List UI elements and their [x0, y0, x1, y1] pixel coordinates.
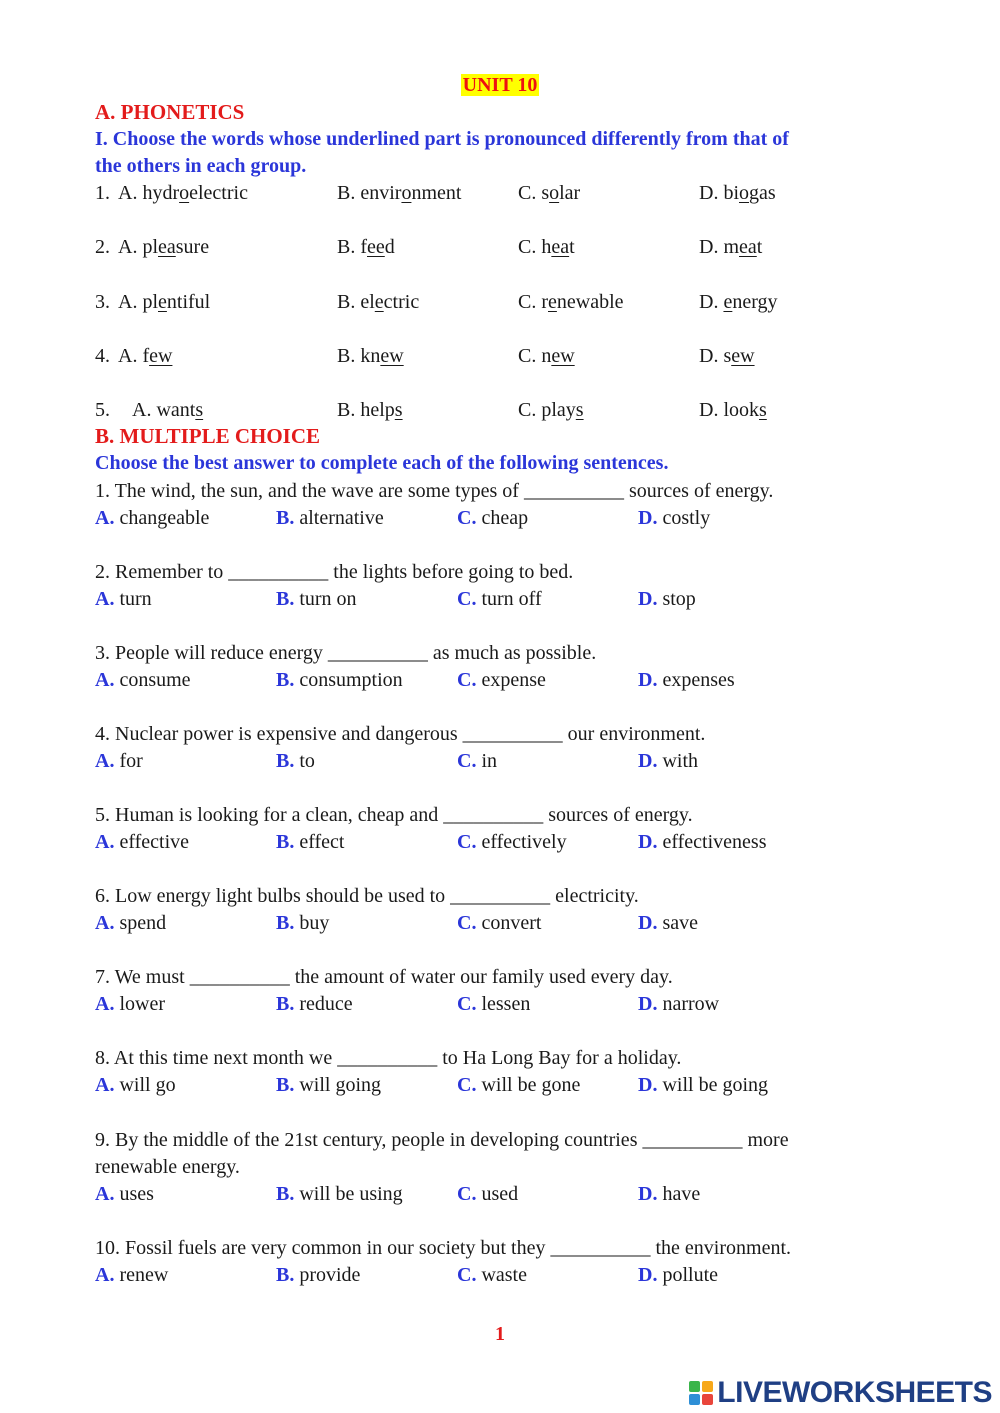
mc-option[interactable] — [457, 505, 528, 531]
mc-question-text: 9. By the middle of the 21st century, people in developing countries __________ more — [95, 1129, 789, 1151]
logo-mark-icon — [689, 1381, 713, 1405]
mc-option[interactable] — [457, 667, 546, 693]
mc-option[interactable] — [95, 667, 191, 693]
underlined-sound: s — [759, 399, 767, 421]
mc-option[interactable] — [457, 586, 542, 612]
underlined-sound: s — [195, 399, 204, 421]
mc-option-text: waste — [476, 1264, 527, 1286]
mc-option-text: provide — [294, 1264, 361, 1286]
mc-option-letter: B. — [276, 1074, 295, 1096]
mc-question-text: 2. Remember to __________ the lights before going to bed. — [95, 561, 574, 583]
phonetics-option[interactable]: C. solar — [518, 182, 581, 204]
mc-option[interactable] — [276, 748, 315, 774]
mc-option-text: renew — [114, 1264, 169, 1286]
mc-option-letter: C. — [457, 912, 477, 934]
mc-option-text: stop — [657, 588, 696, 610]
mc-option-letter: C. — [457, 669, 477, 691]
mc-option-text: expenses — [657, 669, 735, 691]
mc-option-letter: B. — [276, 750, 295, 772]
underlined-sound: ew — [149, 345, 173, 367]
mc-option-text: costly — [657, 507, 711, 529]
underlined-sound: e — [158, 291, 167, 313]
phonetics-option[interactable]: B. helps — [337, 399, 403, 421]
mc-option-letter: B. — [276, 1183, 295, 1205]
mc-option-text: with — [657, 750, 699, 772]
phonetics-option[interactable]: B. environment — [337, 182, 462, 204]
multiple-choice-heading: B. MULTIPLE CHOICE — [95, 424, 321, 448]
mc-option[interactable] — [276, 910, 329, 936]
underlined-sound: e — [374, 291, 384, 313]
mc-question-text: 5. Human is looking for a clean, cheap and __________ sources of energy. — [95, 804, 693, 826]
mc-option[interactable] — [276, 505, 384, 531]
phonetics-option[interactable]: C. renewable — [518, 291, 624, 313]
mc-option-text: alternative — [294, 507, 384, 529]
mc-option-letter: B. — [276, 831, 295, 853]
page-number: 1 — [495, 1323, 505, 1345]
mc-option[interactable] — [457, 829, 567, 855]
phonetics-option[interactable]: D. meat — [699, 236, 763, 258]
mc-option[interactable] — [457, 991, 530, 1017]
mc-option-letter: C. — [457, 588, 477, 610]
mc-option[interactable] — [457, 1072, 580, 1098]
mc-question-text: 10. Fossil fuels are very common in our society but they __________ the environment. — [95, 1237, 791, 1259]
phonetics-option[interactable]: D. energy — [699, 291, 778, 313]
mc-option[interactable] — [638, 586, 696, 612]
mc-option[interactable] — [276, 667, 403, 693]
mc-question-text: 4. Nuclear power is expensive and dangerous __________ our environment. — [95, 723, 706, 745]
mc-option-letter: D. — [638, 831, 658, 853]
mc-option-letter: B. — [276, 669, 295, 691]
mc-option-text: expense — [476, 669, 546, 691]
mc-option[interactable] — [95, 1262, 168, 1288]
mc-option-letter: A. — [95, 588, 115, 610]
mc-option-letter: D. — [638, 1264, 658, 1286]
mc-option[interactable] — [276, 991, 353, 1017]
phonetics-option[interactable]: A. few — [118, 345, 173, 367]
mc-question-text-continued: renewable energy. — [95, 1156, 240, 1178]
mc-option-text: will go — [114, 1074, 176, 1096]
phonetics-option[interactable]: A. wants — [132, 399, 204, 421]
mc-option-text: will be going — [657, 1074, 768, 1096]
mc-option-text: lessen — [476, 993, 531, 1015]
mc-option[interactable] — [638, 667, 735, 693]
mc-option-text: have — [657, 1183, 701, 1205]
mc-option[interactable] — [457, 1262, 527, 1288]
mc-option-letter: A. — [95, 507, 115, 529]
mc-option[interactable] — [95, 1181, 154, 1207]
underlined-sound: ew — [551, 345, 575, 367]
mc-option-letter: A. — [95, 912, 115, 934]
underlined-sound: s — [394, 399, 403, 421]
mc-option-text: consume — [114, 669, 191, 691]
mc-option-text: spend — [114, 912, 167, 934]
mc-option[interactable] — [276, 1181, 403, 1207]
mc-option[interactable] — [95, 505, 209, 531]
mc-option-text: uses — [114, 1183, 154, 1205]
mc-option-text: changeable — [114, 507, 210, 529]
underlined-sound: ew — [731, 345, 755, 367]
liveworksheets-logo[interactable] — [689, 1378, 992, 1408]
mc-question-text: 6. Low energy light bulbs should be used to __________ electricity. — [95, 885, 639, 907]
mc-option-text: narrow — [657, 993, 720, 1015]
phonetics-option[interactable]: A. hydroelectric — [118, 182, 248, 204]
mc-option-letter: C. — [457, 507, 477, 529]
mc-option-text: convert — [476, 912, 542, 934]
mc-option-text: effective — [114, 831, 190, 853]
mc-option-letter: B. — [276, 507, 295, 529]
mc-option[interactable] — [638, 505, 710, 531]
mc-option-text: save — [657, 912, 698, 934]
mc-option-letter: A. — [95, 1183, 115, 1205]
phonetics-option[interactable]: D. biogas — [699, 182, 776, 204]
mc-option-letter: A. — [95, 750, 115, 772]
mc-option-letter: C. — [457, 831, 477, 853]
phonetics-question-number: 2. — [95, 236, 110, 258]
phonetics-instruction-line2: the others in each group. — [95, 155, 307, 177]
mc-option[interactable] — [276, 586, 357, 612]
underlined-sound: e — [548, 291, 557, 313]
mc-option[interactable] — [95, 1072, 176, 1098]
mc-option[interactable] — [457, 910, 541, 936]
mc-option-text: to — [294, 750, 315, 772]
mc-option-letter: C. — [457, 1264, 477, 1286]
mc-option-letter: C. — [457, 1074, 477, 1096]
phonetics-option[interactable]: B. feed — [337, 236, 395, 258]
phonetics-question-number: 3. — [95, 291, 110, 313]
mc-option-text: in — [476, 750, 498, 772]
mc-option[interactable] — [638, 829, 766, 855]
mc-option[interactable] — [276, 1262, 360, 1288]
mc-option[interactable] — [95, 910, 166, 936]
mc-option-text: lower — [114, 993, 165, 1015]
mc-option-letter: A. — [95, 831, 115, 853]
mc-option[interactable] — [95, 748, 143, 774]
mc-option-letter: A. — [95, 993, 115, 1015]
underlined-sound: o — [179, 182, 190, 204]
mc-option[interactable] — [95, 991, 165, 1017]
mc-option-text: effectiveness — [657, 831, 767, 853]
mc-option-letter: D. — [638, 912, 658, 934]
mc-option-letter: C. — [457, 1183, 477, 1205]
mc-question-text: 1. The wind, the sun, and the wave are some types of __________ sources of energy. — [95, 480, 774, 502]
phonetics-option[interactable]: D. looks — [699, 399, 767, 421]
phonetics-question-number: 4. — [95, 345, 110, 367]
mc-option-text: effectively — [476, 831, 567, 853]
mc-option[interactable] — [638, 910, 698, 936]
phonetics-instruction-line1: I. Choose the words whose underlined part is pronounced differently from that of — [95, 128, 789, 150]
mc-option-text: turn on — [294, 588, 357, 610]
mc-option[interactable] — [457, 748, 497, 774]
mc-option-text: will be gone — [476, 1074, 581, 1096]
phonetics-question-number: 1. — [95, 182, 110, 204]
mc-question-text: 7. We must __________ the amount of water our family used every day. — [95, 966, 673, 988]
underlined-sound: ea — [551, 236, 570, 258]
underlined-sound: ea — [158, 236, 176, 258]
mc-option-letter: C. — [457, 993, 477, 1015]
mc-option-letter: D. — [638, 1183, 658, 1205]
multiple-choice-instruction: Choose the best answer to complete each of the following sentences. — [95, 452, 669, 474]
mc-option-letter: B. — [276, 993, 295, 1015]
phonetics-option[interactable]: A. plentiful — [118, 291, 211, 313]
mc-option-letter: B. — [276, 588, 295, 610]
phonetics-option[interactable]: B. electric — [337, 291, 420, 313]
mc-option-letter: D. — [638, 750, 658, 772]
mc-option-text: will going — [294, 1074, 382, 1096]
mc-option-letter: A. — [95, 1264, 115, 1286]
phonetics-option[interactable]: D. sew — [699, 345, 755, 367]
mc-option-letter: A. — [95, 669, 115, 691]
mc-question-text: 8. At this time next month we __________ to Ha Long Bay for a holiday. — [95, 1047, 682, 1069]
underlined-sound: ew — [380, 345, 404, 367]
mc-option[interactable] — [457, 1181, 518, 1207]
mc-option[interactable] — [276, 1072, 381, 1098]
unit-title: UNIT 10 — [462, 74, 538, 96]
underlined-sound: o — [401, 182, 412, 204]
mc-option-letter: B. — [276, 912, 295, 934]
mc-option-text: turn — [114, 588, 152, 610]
underlined-sound: s — [575, 399, 584, 421]
mc-option-text: used — [476, 1183, 519, 1205]
phonetics-option[interactable]: C. heat — [518, 236, 575, 258]
mc-option-text: cheap — [476, 507, 529, 529]
underlined-sound: o — [739, 182, 749, 204]
underlined-sound: ea — [739, 236, 757, 258]
mc-option-letter: D. — [638, 1074, 658, 1096]
mc-option-letter: D. — [638, 507, 658, 529]
mc-option[interactable] — [276, 829, 345, 855]
mc-option-text: effect — [294, 831, 345, 853]
phonetics-option[interactable]: A. pleasure — [118, 236, 210, 258]
mc-option[interactable] — [638, 1181, 700, 1207]
mc-option-text: reduce — [294, 993, 353, 1015]
phonetics-option[interactable]: C. new — [518, 345, 575, 367]
mc-option-letter: D. — [638, 993, 658, 1015]
mc-option[interactable] — [638, 991, 719, 1017]
mc-option-text: pollute — [657, 1264, 718, 1286]
underlined-sound: e — [723, 291, 733, 313]
mc-option-text: consumption — [294, 669, 403, 691]
mc-option-letter: D. — [638, 588, 658, 610]
phonetics-option[interactable]: C. plays — [518, 399, 584, 421]
logo-text: LIVEWORKSHEETS — [717, 1376, 992, 1409]
underlined-sound: ee — [367, 236, 385, 258]
mc-option[interactable] — [95, 586, 152, 612]
mc-option[interactable] — [638, 1262, 718, 1288]
phonetics-question-number: 5. — [95, 399, 110, 421]
mc-option[interactable] — [95, 829, 189, 855]
mc-option[interactable] — [638, 748, 698, 774]
phonetics-option[interactable]: B. knew — [337, 345, 404, 367]
mc-option-text: buy — [294, 912, 330, 934]
mc-option-text: for — [114, 750, 143, 772]
mc-option-letter: D. — [638, 669, 658, 691]
mc-option-letter: C. — [457, 750, 477, 772]
mc-option-letter: B. — [276, 1264, 295, 1286]
mc-option-letter: A. — [95, 1074, 115, 1096]
mc-option-text: will be using — [294, 1183, 403, 1205]
phonetics-heading: A. PHONETICS — [95, 100, 245, 124]
underlined-sound: o — [549, 182, 560, 204]
mc-option-text: turn off — [476, 588, 542, 610]
mc-option[interactable] — [638, 1072, 768, 1098]
mc-question-text: 3. People will reduce energy __________ as much as possible. — [95, 642, 597, 664]
